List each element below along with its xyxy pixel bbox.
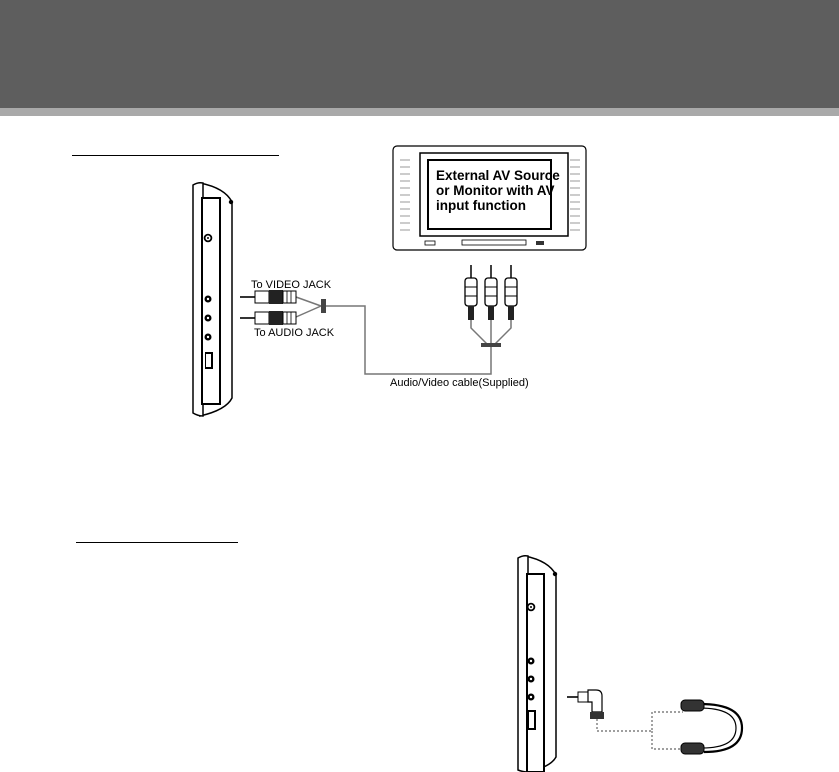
tv-screen-line-3: input function (436, 198, 526, 213)
audio-jack-plug (240, 311, 296, 325)
label-av-cable: Audio/Video cable(Supplied) (390, 377, 529, 389)
video-jack-plug (240, 290, 296, 304)
rca-plugs (465, 265, 517, 347)
rca-plug-left (465, 265, 477, 320)
tv-monitor (393, 146, 586, 250)
player-side-view-top (193, 183, 233, 416)
rca-plug-center (485, 265, 497, 320)
label-audio-jack: To AUDIO JACK (254, 327, 335, 339)
tv-screen-line-2: or Monitor with AV (436, 183, 555, 198)
player-side-view-bottom (518, 556, 557, 772)
tv-screen-line-1: External AV Source (436, 168, 560, 183)
headphone-cable (597, 712, 683, 749)
rca-plug-right (505, 265, 517, 320)
headphone-plug (567, 690, 604, 719)
label-video-jack: To VIDEO JACK (251, 279, 332, 291)
headphones-icon (681, 700, 742, 754)
